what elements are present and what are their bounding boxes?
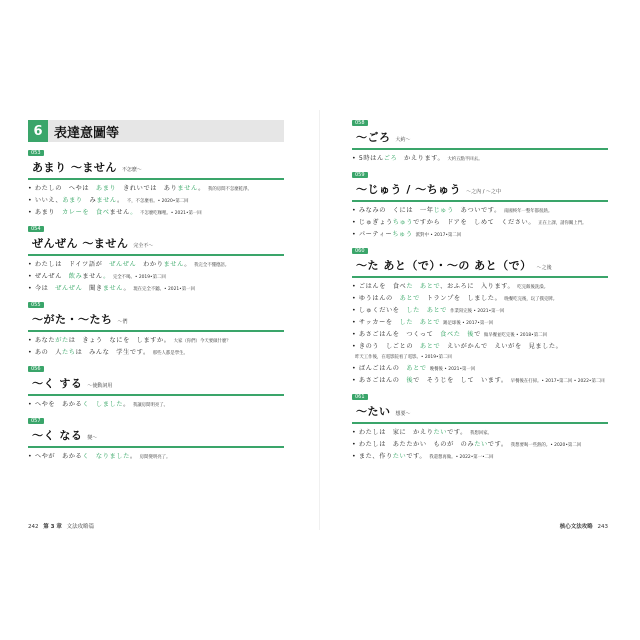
entry-header	[352, 120, 608, 150]
example-sentence	[352, 281, 608, 293]
bullet-dot: •	[28, 261, 35, 268]
example-japanese	[28, 271, 110, 282]
example-japanese	[352, 329, 481, 340]
sentence-text: 。	[123, 285, 131, 292]
sentence-text: あまり	[34, 209, 56, 216]
right-page-number: 243	[597, 524, 608, 530]
example-japanese	[352, 427, 467, 438]
example-japanese	[28, 399, 130, 410]
entry-rule	[352, 148, 608, 150]
grammar-highlight: く なりました	[82, 453, 130, 460]
grammar-highlight: たち	[61, 349, 76, 356]
sentence-text: あさごはんを つくって	[358, 331, 441, 338]
example-sentence	[352, 153, 608, 165]
bullet-dot: •	[352, 155, 359, 162]
example-translation: 作業寫完後 • 2021•第一回	[450, 309, 505, 314]
example-sentence	[352, 217, 608, 229]
example-translation: 完全不喝。• 2019•第二回	[112, 275, 166, 280]
page-gutter	[319, 110, 320, 530]
example-japanese	[352, 375, 508, 386]
sentence-text: 。	[129, 453, 137, 460]
sentence-text: あの 人	[34, 349, 62, 356]
example-sentence	[352, 427, 608, 439]
grammar-highlight: 後	[406, 377, 414, 384]
example-translation: 房間變明亮了。	[139, 455, 171, 460]
sentence-text: ですから ドアを しめて ください。	[413, 219, 536, 226]
example-sentence	[352, 305, 608, 317]
bullet-dot: •	[28, 197, 35, 204]
sentence-text: わたしは ドイツ語が	[34, 261, 110, 268]
sentence-text: きのう しごとの	[358, 343, 420, 350]
sentence-text: また、作り	[358, 453, 393, 460]
entry-number-badge: 056	[28, 366, 44, 372]
bullet-dot: •	[28, 401, 35, 408]
sentence-text: ません	[109, 209, 131, 216]
grammar-entry	[352, 172, 608, 241]
example-japanese	[352, 293, 501, 304]
entry-number-badge: 058	[352, 120, 368, 126]
sentence-text: かえります。	[397, 155, 445, 162]
sentence-text: わたしの へやは	[34, 185, 96, 192]
grammar-highlight: 食べた 後	[440, 331, 475, 338]
grammar-highlight: あとで	[419, 343, 441, 350]
entry-title-row	[352, 126, 608, 148]
entry-title: ～く する	[32, 377, 83, 390]
sentence-text: ゆうはんの	[358, 295, 400, 302]
example-list	[28, 259, 284, 295]
left-folio	[28, 522, 94, 530]
example-japanese	[28, 195, 124, 206]
example-japanese	[352, 439, 508, 450]
bullet-dot: •	[352, 429, 359, 436]
example-japanese	[352, 153, 444, 164]
chapter-number: 6	[28, 120, 48, 142]
example-sentence	[352, 329, 608, 341]
grammar-highlight: ちゅう	[392, 231, 413, 238]
entry-meaning: ～之內 / ～之中	[466, 189, 502, 195]
grammar-highlight: ごろ	[383, 155, 398, 162]
example-japanese	[28, 451, 137, 462]
grammar-highlight: ません	[96, 197, 118, 204]
example-translation: 我想要喝一些熱的。• 2020•第二回	[510, 443, 582, 448]
sentence-text: は きょう なにを しますか。	[68, 337, 171, 344]
example-sentence	[352, 317, 608, 329]
sentence-text: パーティー	[358, 231, 393, 238]
sentence-text: へやが あかる	[34, 453, 83, 460]
sentence-text: は みんな 学生です。	[75, 349, 150, 356]
bullet-dot: •	[352, 343, 359, 350]
bullet-dot: •	[352, 283, 359, 290]
example-list	[352, 205, 608, 241]
entry-title-row	[352, 254, 608, 276]
entry-title-row	[28, 424, 284, 446]
sentence-text: ごはんを 食べ	[358, 283, 407, 290]
entry-header	[28, 302, 284, 332]
sentence-text: み	[82, 197, 97, 204]
sentence-text: で そうじを して います。	[413, 377, 508, 384]
example-japanese	[28, 347, 150, 358]
example-translation: 現在完全不聽。• 2021•第一回	[133, 287, 195, 292]
example-sentence	[352, 352, 608, 363]
entry-header	[28, 226, 284, 256]
example-translation: 昨天工作後，在電影院看了電影。• 2019•第二回	[355, 355, 452, 360]
grammar-highlight: した あとで	[406, 307, 448, 314]
example-list	[28, 183, 284, 219]
grammar-highlight: がた	[55, 337, 69, 344]
sentence-text: サッカーを	[358, 319, 400, 326]
example-list	[352, 281, 608, 387]
left-chapter-label: 第 3 章	[43, 524, 62, 530]
example-japanese	[28, 183, 205, 194]
bullet-dot: •	[352, 207, 359, 214]
grammar-highlight: ません	[163, 261, 185, 268]
sentence-text: あさごはんの	[358, 377, 407, 384]
right-page	[352, 120, 608, 518]
example-sentence	[28, 335, 284, 347]
grammar-entry	[28, 150, 284, 219]
example-translation: 吃完飯後洗澡。	[517, 285, 549, 290]
example-translation: 我還想再做。• 2022•第一•二回	[429, 455, 494, 460]
grammar-entry	[28, 366, 284, 411]
example-japanese	[28, 259, 191, 270]
example-sentence	[28, 259, 284, 271]
entry-meaning: 變～	[87, 435, 98, 441]
example-translation: 我讓房間明亮了。	[132, 403, 169, 408]
example-japanese	[352, 281, 514, 292]
entry-title-row	[28, 232, 284, 254]
example-list	[28, 451, 284, 463]
grammar-highlight: ません	[102, 285, 124, 292]
entry-title: ぜんぜん ～ません	[32, 237, 129, 250]
sentence-text: 。	[184, 261, 192, 268]
example-sentence	[352, 375, 608, 387]
example-sentence	[352, 451, 608, 463]
example-sentence	[352, 363, 608, 375]
entry-meaning: ～使動詞用	[87, 383, 113, 389]
entry-rule	[28, 254, 284, 256]
sentence-text: です。	[406, 453, 427, 460]
bullet-dot: •	[28, 453, 35, 460]
sentence-text: わたしは あたたかい ものが のみ	[358, 441, 475, 448]
grammar-highlight: ません	[177, 185, 199, 192]
example-sentence	[28, 451, 284, 463]
sentence-text: です。	[487, 441, 508, 448]
sentence-text: です。	[447, 429, 467, 436]
example-sentence	[352, 293, 608, 305]
grammar-highlight: じゅう	[433, 207, 454, 214]
grammar-highlight: く しました	[82, 401, 124, 408]
left-running-title: 文法攻略篇	[66, 524, 95, 530]
grammar-entry	[352, 120, 608, 165]
entry-number-badge: 055	[28, 302, 44, 308]
grammar-highlight: カレーを 食べ	[55, 209, 110, 216]
grammar-highlight: あとで	[406, 365, 427, 372]
example-japanese	[352, 229, 413, 240]
entry-title-row	[352, 400, 608, 422]
entry-meaning: ～們	[117, 319, 128, 325]
entry-title-row	[28, 372, 284, 394]
entry-meaning: 大約～	[395, 137, 411, 143]
sentence-text: 今は	[34, 285, 56, 292]
entry-meaning: 完全不～	[133, 243, 154, 249]
entry-number-badge: 053	[28, 150, 44, 156]
grammar-entry	[28, 302, 284, 359]
grammar-highlight: ぜんぜん	[109, 261, 137, 268]
sentence-text: わたしは 家に かえり	[358, 429, 434, 436]
example-japanese	[352, 363, 427, 374]
grammar-highlight: ぜんぜん	[55, 285, 83, 292]
entry-rule	[28, 330, 284, 332]
left-page	[28, 120, 284, 518]
example-translation: 我完全不懂德語。	[194, 263, 230, 268]
example-translation: 踢足球後 • 2017•第一回	[443, 321, 494, 326]
entry-title-row	[352, 178, 608, 200]
grammar-highlight: たい	[433, 429, 448, 436]
grammar-highlight: あとで	[399, 295, 420, 302]
entry-title: ～く なる	[32, 429, 83, 442]
bullet-dot: •	[352, 319, 359, 326]
right-folio	[557, 522, 608, 530]
entry-number-badge: 060	[352, 248, 368, 254]
example-sentence	[28, 399, 284, 411]
example-translation: 那些人都是學生。	[152, 351, 188, 356]
sentence-text: いいえ、	[34, 197, 63, 204]
sentence-text: 、おふろに 入ります。	[440, 283, 515, 290]
entry-title: ～たい	[356, 405, 391, 418]
sentence-text: あなた	[34, 337, 56, 344]
sentence-text: しゅくだいを	[358, 307, 407, 314]
example-list	[352, 153, 608, 165]
entry-rule	[28, 394, 284, 396]
example-sentence	[28, 271, 284, 283]
example-sentence	[28, 283, 284, 295]
chapter-title: 表達意圖等	[54, 125, 120, 141]
example-translation: 早餐後在打掃。• 2017•第二回 • 2022•第二回	[510, 379, 605, 384]
example-japanese	[352, 205, 501, 216]
example-sentence	[28, 195, 284, 207]
sentence-text: 聞き	[82, 285, 103, 292]
grammar-entry	[28, 418, 284, 463]
entry-rule	[352, 200, 608, 202]
entry-number-badge: 061	[352, 394, 368, 400]
grammar-highlight: 飲み	[61, 273, 83, 280]
entry-title-row	[28, 308, 284, 330]
bullet-dot: •	[352, 453, 359, 460]
example-sentence	[352, 341, 608, 352]
bullet-dot: •	[352, 377, 359, 384]
example-list	[28, 399, 284, 411]
sentence-text: トランプを しました。	[419, 295, 502, 302]
example-translation: 做早餐並吃完後 • 2018•第二回	[483, 333, 547, 338]
bullet-dot: •	[28, 273, 35, 280]
entry-meaning: 想要～	[395, 411, 411, 417]
example-sentence	[352, 229, 608, 241]
grammar-highlight: 。	[130, 209, 138, 216]
sentence-text: で	[474, 331, 481, 338]
entry-meaning: ～之後	[536, 265, 552, 271]
entry-rule	[352, 276, 608, 278]
example-translation: 不，不怎麼看。• 2020•第二回	[126, 199, 189, 204]
sentence-text: 。	[117, 197, 124, 204]
example-translation: 大家（你們）今天要做什麼？	[173, 339, 231, 344]
example-japanese	[28, 283, 130, 294]
entry-title: あまり ～ません	[32, 161, 117, 174]
example-sentence	[352, 439, 608, 451]
right-entry-list	[352, 120, 608, 463]
example-japanese	[352, 217, 535, 228]
grammar-highlight: 。	[103, 273, 110, 280]
example-sentence	[28, 183, 284, 195]
example-translation: 大約五點半回去。	[447, 157, 483, 162]
example-sentence	[352, 205, 608, 217]
entry-header	[28, 366, 284, 396]
grammar-entry	[352, 394, 608, 463]
bullet-dot: •	[352, 231, 359, 238]
sentence-text: じゅぎょう	[358, 219, 393, 226]
bullet-dot: •	[352, 219, 359, 226]
example-list	[352, 427, 608, 463]
bullet-dot: •	[28, 185, 35, 192]
grammar-highlight: たい	[474, 441, 488, 448]
entry-number-badge: 054	[28, 226, 44, 232]
example-japanese	[352, 317, 440, 328]
left-entry-list	[28, 150, 284, 463]
entry-rule	[28, 178, 284, 180]
entry-title: ～た あと（で）・～の あと（で）	[356, 259, 532, 272]
sentence-text: きれいでは あり	[116, 185, 178, 192]
sentence-text: ません	[82, 273, 104, 280]
chapter-header	[28, 120, 284, 142]
sentence-text: わかり	[136, 261, 164, 268]
sentence-text: 。	[123, 401, 130, 408]
example-japanese	[352, 305, 447, 316]
sentence-text: へやを あかる	[34, 401, 83, 408]
bullet-dot: •	[28, 349, 35, 356]
entry-header	[28, 418, 284, 448]
sentence-text: ぜんぜん	[34, 273, 62, 280]
example-japanese	[28, 335, 171, 346]
entry-header	[352, 172, 608, 202]
sentence-text: ばんごはんの	[358, 365, 407, 372]
example-japanese	[352, 341, 562, 352]
example-translation: 我的房間不怎麼乾淨。	[207, 187, 252, 192]
entry-rule	[28, 446, 284, 448]
example-translation: 我想回家。	[469, 431, 492, 436]
grammar-entry	[28, 226, 284, 295]
entry-meaning: 不怎麼～	[121, 167, 142, 173]
example-translation: 派對中 • 2017•第二回	[415, 233, 462, 238]
entry-number-badge: 057	[28, 418, 44, 424]
entry-title: ～ごろ	[356, 131, 391, 144]
example-japanese	[28, 207, 137, 218]
bullet-dot: •	[352, 295, 359, 302]
sentence-text: みなみの くには 一年	[358, 207, 434, 214]
bullet-dot: •	[352, 331, 359, 338]
example-translation: 正在上課，請你關上門。	[538, 221, 587, 226]
left-page-number: 242	[28, 524, 39, 530]
entry-header	[28, 150, 284, 180]
entry-number-badge: 059	[352, 172, 368, 178]
right-running-title: 核心文法攻略	[559, 524, 593, 530]
grammar-highlight: あまり	[62, 197, 83, 204]
entry-title: ～がた・～たち	[32, 313, 113, 326]
sentence-text: 。	[198, 185, 205, 192]
example-list	[28, 335, 284, 359]
example-translation: 南國終年一整年都很熱。	[503, 209, 553, 214]
example-sentence	[28, 347, 284, 359]
sentence-text: あついです。	[453, 207, 501, 214]
grammar-entry	[352, 248, 608, 387]
example-translation: 不怎麼吃咖哩。• 2021•第一回	[140, 211, 202, 216]
grammar-highlight: たい	[392, 453, 407, 460]
bullet-dot: •	[28, 337, 35, 344]
grammar-highlight: した あとで	[399, 319, 441, 326]
bullet-dot: •	[352, 441, 359, 448]
bullet-dot: •	[28, 285, 35, 292]
grammar-highlight: た あとで	[406, 283, 441, 290]
grammar-highlight: あまり	[95, 185, 117, 192]
sentence-text: えいがかんで えいがを 見ました。	[440, 343, 563, 350]
example-translation: 晚餐吃完後，玩了撲克牌。	[504, 297, 558, 302]
bullet-dot: •	[352, 365, 359, 372]
example-translation: 晚餐後 • 2021•第一回	[429, 367, 476, 372]
entry-header	[352, 248, 608, 278]
sentence-text: 5時はん	[358, 155, 384, 162]
entry-title: ～じゅう / ～ちゅう	[356, 183, 462, 196]
bullet-dot: •	[28, 209, 35, 216]
entry-header	[352, 394, 608, 424]
grammar-highlight: ちゅう	[392, 219, 414, 226]
example-sentence	[28, 207, 284, 219]
entry-rule	[352, 422, 608, 424]
example-japanese	[352, 451, 426, 462]
bullet-dot: •	[352, 307, 359, 314]
entry-title-row	[28, 156, 284, 178]
